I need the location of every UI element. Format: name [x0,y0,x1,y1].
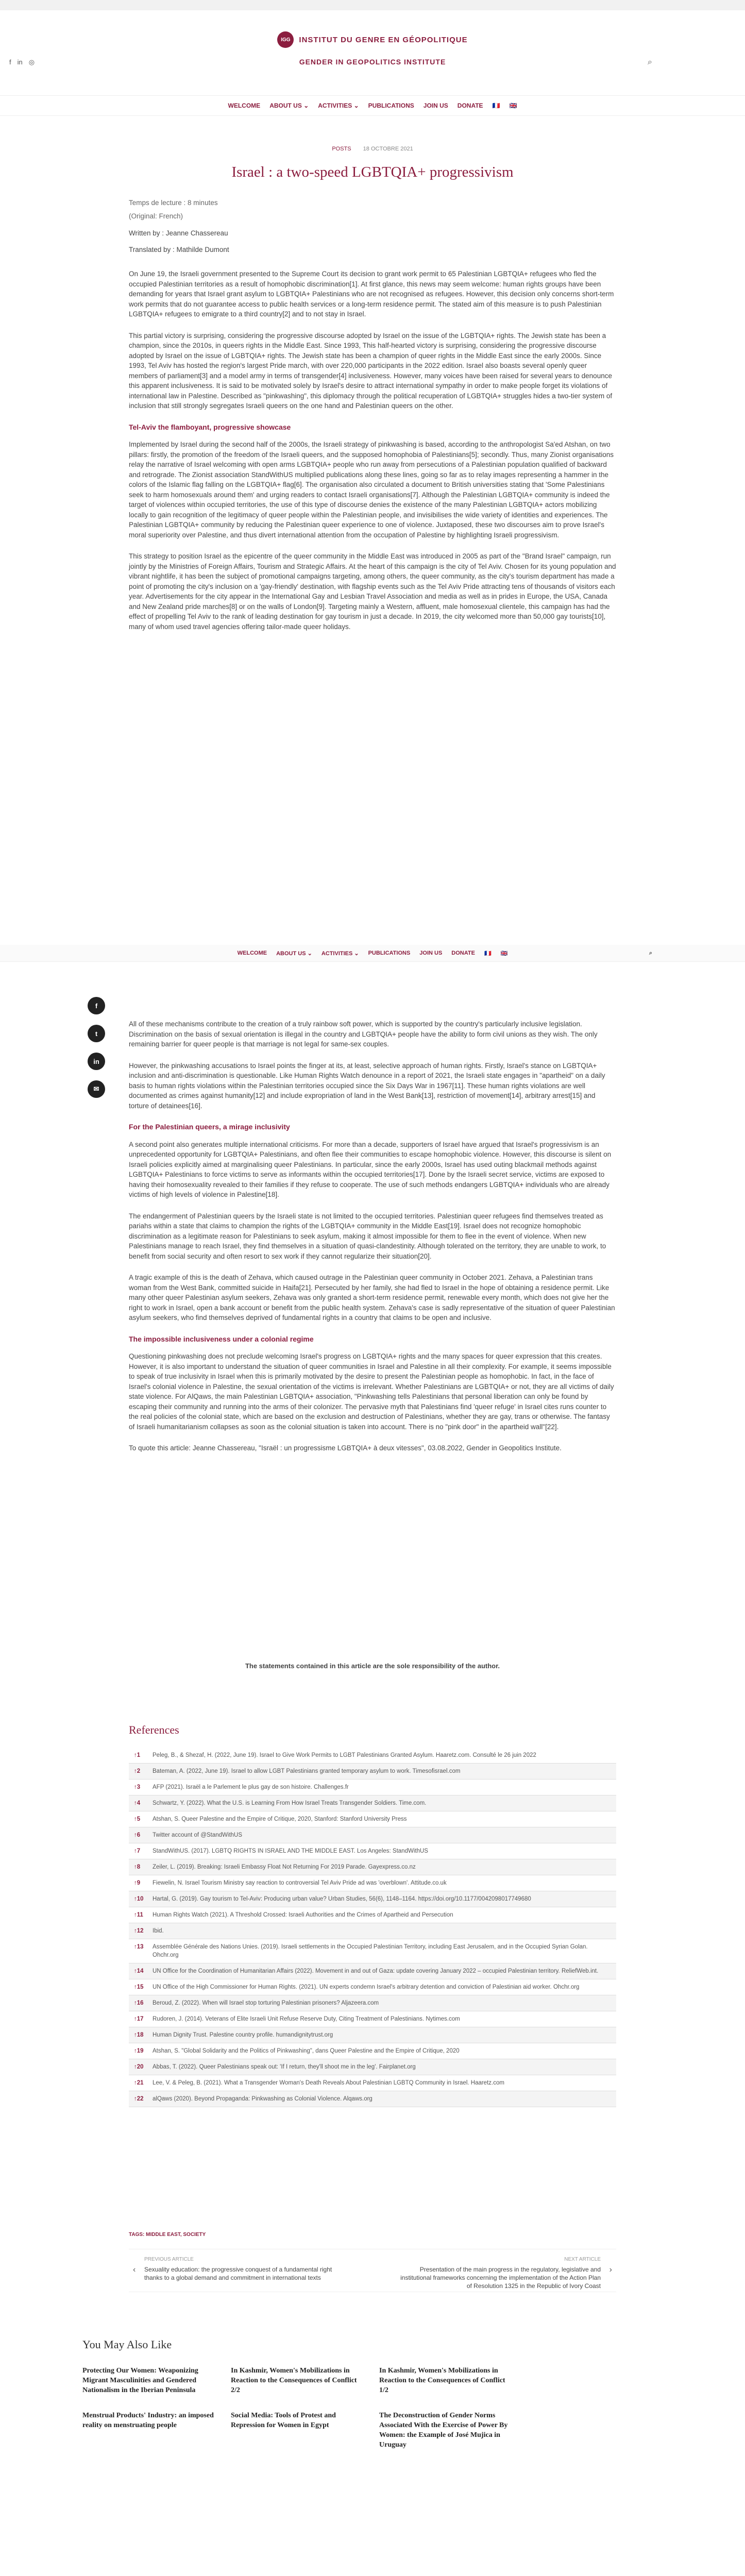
reference-item[interactable] [129,1963,616,1979]
reference-text: StandWithUS. (2017). LGBTQ RIGHTS IN ISRAEL AND THE MIDDLE EAST. Los Angeles: StandWithUS [153,1848,428,1854]
post-date: 18 OCTOBRE 2021 [363,146,413,152]
original-language: (Original: French) [129,212,183,220]
next-article-link[interactable] [396,2256,612,2290]
post-meta [0,146,745,152]
reference-number: ↑17 [134,2016,144,2022]
nav-lang-en[interactable]: 🇬🇧 [500,950,508,957]
nav-lang-en[interactable]: 🇬🇧 [509,102,517,109]
reference-item[interactable] [129,1748,616,1764]
instagram-icon[interactable]: ◎ [28,58,35,66]
related-post[interactable]: In Kashmir, Women's Mobilizations in Reaction to the Consequences of Conflict 2/2 [231,2367,357,2394]
references-list [129,1748,616,2107]
paragraph: This strategy to position Israel as the epicentre of the queer community in the Middle East was introduced in 2005 as part of the "Brand Israel" campaign, run jointly by the Ministries of Foreign Affairs, Tourism and Strategic Affairs. At the heart of this campaign is the city of Tel Aviv. Chosen for its young population and vibrant nightlife, it has been the subject of promotional campaigns targeting, among others, the queer community, as the city's tourism department has made a point of promoting the city's inclusion on a 'gay-friendly' destination, with flagship events such as the Tel Aviv Pride attracting tens of thousands of visitors each year. Advertisements for the city appear in the International Gay and Lesbian Travel Association and media as well as in prides in Europe, the USA, Canada and New Zealand pride marches[8] or on the walls of London[9]. Targeting mainly a Western, affluent, male homosexual clientele, this campaign has had the effect of propelling Tel Aviv to the rank of leading destination for gay tourism in just a decade. In 2019, the city welcomed more than 50,000 gay tourists[10], many of whom used travel agencies offering tailor-made queer holidays. [129,552,616,631]
facebook-share-icon[interactable]: f [88,997,105,1014]
reference-number: ↑19 [134,2048,144,2054]
paragraph: On June 19, the Israeli government presented to the Supreme Court its decision to grant work permit to 65 Palestinian LGBTQIA+ refugees who fled the occupied Palestinian territories as a result of homophobic discrimination[1]. At first glance, this news may seem welcome: human rights groups have been demanding for years that Israel grant asylum to LGBTQIA+ Palestinians who are not recognised as refugees. However, this decision only concerns short-term work permits that do not guarantee access to public health services or a long-term residence permit. The stated aim of this measure is to push Palestinian LGBTQIA+ refugees to emigrate to a third country[2] and to not stay in Israel. [129,270,614,318]
related-post[interactable] [528,2366,663,2395]
reference-text: Human Rights Watch (2021). A Threshold Crossed: Israeli Authorities and the Crimes of Apartheid and Persecution [153,1912,453,1918]
reference-number: ↑22 [134,2096,144,2102]
paragraph: This partial victory is surprising, considering the progressive discourse adopted by Israel on the issue of the LGBTQIA+ rights. The Jewish state has been a champion, since the 2010s, in queers rights in the Middle East. Since 1993, This half-hearted victory is surprising, considering the progressive discourse adopted by Israel on the issue of LGBTQIA+ rights. The Jewish state has been a champion of queer rights in the Middle East since the early 2000s. Since 1993, Tel Aviv has hosted the region's largest Pride march, with over 220,000 participants in the 2022 edition. Israel also boasts several openly queer members of parliament[3] and a model army in terms of transgender[4] inclusiveness. However, many voices have been raised for several years to denounce this apparent inclusiveness. It is said to be motivated solely by Israel's desire to attract international sympathy in order to make people forget its violations of international law in Palestine. Described as "pinkwashing", this diplomacy through the political recuperation of LGBTQIA+ struggles hides a two-tier system of inclusion that still strongly segregates Israeli queers on the one hand and Palestinian queers on the other. [129,331,613,410]
logo-subtitle: GENDER IN GEOPOLITICS INSTITUTE [299,58,446,66]
nav-donate[interactable]: DONATE [451,950,475,956]
reference-item[interactable] [129,2027,616,2043]
reference-number: ↑16 [134,2000,144,2006]
related-post[interactable]: Protecting Our Women: Weaponizing Migrant Masculinities and Gendered Nationalism in the Iberian Peninsula [82,2367,198,2394]
reference-number: ↑6 [134,1832,141,1838]
nav-welcome[interactable]: WELCOME [228,102,261,109]
section-heading: For the Palestinian queers, a mirage inclusivity [129,1123,290,1131]
post-navigation [129,2249,616,2292]
reference-item[interactable] [129,1923,616,1939]
nav-donate[interactable]: DONATE [457,102,483,109]
reference-number: ↑12 [134,1928,144,1934]
related-posts [82,2366,663,2450]
reference-item[interactable] [129,1811,616,1827]
reference-text: Peleg, B., & Shezaf, H. (2022, June 19). Israel to Give Work Permits to LGBT Palestinians Granted Asylum. Haaretz.com. Consulté le 26 juin 2022 [153,1752,536,1758]
reference-number: ↑21 [134,2080,144,2086]
reference-text: AFP (2021). Israël a le Parlement le plus gay de son histoire. Challenges.fr [153,1784,349,1790]
next-article-label: NEXT ARTICLE [564,2257,601,2262]
chevron-left-icon: ‹ [133,2265,136,2274]
share-bar [88,997,105,1098]
article-body-bottom [129,1019,616,1461]
reference-number: ↑3 [134,1784,141,1790]
reference-item[interactable] [129,1795,616,1811]
facebook-icon[interactable]: f [9,58,11,66]
reference-item[interactable] [129,2043,616,2059]
reference-item[interactable] [129,1764,616,1780]
paragraph: A second point also generates multiple international criticisms. For more than a decade, supporters of Israel have argued that Israel's progressivism is an unprecedented opportunity for LGBTQIA+ Palestinians, and often flee their communities to escape homophobic violence. However, this discourse is silent on Israeli policies explicitly aimed at marginalising queer Palestinians. In particular, since the early 2000s, Israel has used outing blackmail methods against LGBTQIA+ Palestinians to force victims to serve as informants within the occupied territories[17]. Done by the Israeli secret service, victims are exposed to having their homosexuality revealed to their families if they refuse to cooperate. The use of such methods endangers LGBTQIA+ individuals who are already victims of high levels of violence in Palestine[18]. [129,1140,612,1198]
nav-welcome[interactable]: WELCOME [237,950,267,956]
author-line: Written by : Jeanne Chassereau [129,229,228,237]
reference-text: Atshan, S. Queer Palestine and the Empire of Critique, 2020, Stanford: Stanford University Press [153,1816,407,1822]
related-post[interactable]: In Kashmir, Women's Mobilizations in Reaction to the Consequences of Conflict 1/2 [379,2367,505,2394]
reference-text: Zeiler, L. (2019). Breaking: Israeli Embassy Float Not Returning For 2019 Parade. Gayexpress.co.nz [153,1864,416,1870]
chevron-right-icon: › [609,2265,612,2274]
nav-lang-fr[interactable]: 🇫🇷 [484,950,492,957]
related-post[interactable]: Social Media: Tools of Protest and Repression for Women in Egypt [231,2412,336,2429]
reading-time: Temps de lecture : 8 minutes [129,199,218,207]
reference-number: ↑8 [134,1864,141,1870]
reference-text: Schwartz, Y. (2022). What the U.S. is Learning From How Israel Treats Transgender Soldiers. Time.com. [153,1800,427,1806]
reference-text: Abbas, T. (2022). Queer Palestinians speak out: 'If I return, they'll shoot me in the leg'. Fairplanet.org [153,2064,416,2070]
reference-number: ↑18 [134,2032,144,2038]
reference-text: UN Office of the High Commissioner for Human Rights. (2021). UN experts condemn Israel's arbitrary detention and conviction of Palestinian aid worker. Ohchr.org [153,1984,580,1990]
sticky-nav [0,945,745,962]
paragraph: The endangerment of Palestinian queers by the Israeli state is not limited to the occupied territories. Palestinian queer refugees find themselves treated as pariahs within a state that claims to champion the rights of the LGBTQIA+ community in the Middle East[19]. Israel does not recognize homophobic discrimination as a legitimate reason for Palestinians to seek asylum, making it almost impossible for them to flee in the event of violence. When new Palestinians manage to reach Israel, they find themselves in a situation of quasi-clandestinity. Although tolerated on the territory, they are unable to work, to benefit from social security and often resort to sex work if they cannot regularize their situation[20]. [129,1212,606,1260]
linkedin-share-icon[interactable]: in [88,1053,105,1070]
paragraph: Implemented by Israel during the second half of the 2000s, the Israeli strategy of pinkwashing is based, according to the anthropologist Sa'ed Atshan, on two pillars: firstly, the promotion of the freedom of the Israeli queers, and the supposed homophobia of Palestinians[5]; secondly. Thus, many Zionist organisations relay the narrative of Israel welcoming with open arms LGBTQIA+ people who run away from persecutions of a Palestinian population qualified of backward and retrograde. The Zionist association StandWithUS multiplied publications along these lines, going so far as to relay images representing a hammer in the colors of the Islamic flag falling on the LGBTQIA+ flag[6]. The organisation also circulated a document to British universities stating that 'Some Palestinians seek to harm homosexuals around them' and urging readers to contact Israeli organisations[7]. Although the Palestinian LGBTQIA+ community is indeed the target of violences within occupied territories, the use of this type of discourse denies the existence of the many Palestinian LGBTQIA+ actors mobilizing locally to gain recognition of the legitimacy of queer people within the Palestinian people, and invisibilises the wide variety of identities and experiences. The Palestinian LGBTQIA+ community by reducing the Palestinian queer experience to one of violence. Juxtaposed, these two discourses aim to prove Israel's moral superiority over Palestine, and thus divert international attention from the occupation of Palestine by highlighting Israeli progressivism. [129,440,614,539]
related-title: You May Also Like [82,2338,172,2351]
messenger-share-icon[interactable]: ✉ [88,1080,105,1098]
reference-text: Rudoren, J. (2014). Veterans of Elite Israeli Unit Refuse Reserve Duty, Citing Treatment of Palestinians. Nytimes.com [153,2016,460,2022]
reference-item[interactable] [129,1875,616,1891]
reference-number: ↑15 [134,1984,144,1990]
header-social-links [9,58,35,66]
reference-item[interactable] [129,2075,616,2091]
reference-number: ↑5 [134,1816,141,1822]
reference-item[interactable] [129,1939,616,1963]
nav-about-us[interactable]: ABOUT US ⌄ [269,102,309,109]
reference-text: Human Dignity Trust. Palestine country profile. humandignitytrust.org [153,2032,333,2038]
reference-number: ↑2 [134,1768,141,1774]
reference-text: Hartal, G. (2019). Gay tourism to Tel-Aviv: Producing urban value? Urban Studies, 56(6), 1148–1164. https://doi.org/10.1177/0042098017749680 [153,1896,531,1902]
next-article-title: Presentation of the main progress in the regulatory, legislative and institutional frameworks concerning the implementation of the Action Plan of Resolution 1325 in the Republic of Ivory Coast [400,2266,601,2290]
reference-item[interactable] [129,1780,616,1795]
reference-text: Ibid. [153,1928,164,1934]
reference-text: Fiewelin, N. Israel Tourism Ministry say reaction to controversial Tel Aviv Pride ad was 'overblown'. Attitude.co.uk [153,1880,447,1886]
article-body-top [129,198,616,639]
site-logo[interactable] [258,30,487,49]
translator-line: Translated by : Mathilde Dumont [129,245,229,253]
reference-text: Bateman, A. (2022, June 19). Israel to allow LGBT Palestinians granted temporary asylum to work. Timesofisrael.com [153,1768,461,1774]
reference-item[interactable] [129,1995,616,2011]
reference-number: ↑14 [134,1968,144,1974]
reference-text: Lee, V. & Peleg, B. (2021). What a Transgender Woman's Death Reveals About Palestinian LGBTQ Community in Israel. Haaretz.com [153,2080,504,2086]
reference-item[interactable] [129,2091,616,2107]
reference-number: ↑9 [134,1880,141,1886]
paragraph: Questioning pinkwashing does not preclude welcoming Israel's progress on LGBTQIA+ rights and the many spaces for queer expression that this creates. However, it is also important to understand the situation of queer communities in Israel and Palestine in all their complexity. For example, it seems impossible to speak of true inclusivity in Israel when this is primarily motivated by the desire to present the Palestinian people as homophobic. In fact, in the face of Israel's colonial violence in Palestine, the sexual orientation of the victims is irrelevant. Whether Palestinians are LGBTQIA+ or not, they are all victims of daily state violence. For AlQaws, the main Palestinian LGBTQIA+ association, "Pinkwashing tells Palestinians that personal liberation can only be found by escaping their community and running into the arms of their colonizer. The pervasive myth that Palestinians find 'queer refuge' in Israel cites runs counter to the real policies of the colonial state, which are based on the exclusion and destruction of Palestinians, whether they are gay, trans or otherwise. The fantasy of Israeli humanitarianism collapses as soon as the colonial situation is taken into account. There is no "pink door" in the apartheid wall"[22]. [129,1352,614,1431]
previous-article-label: PREVIOUS ARTICLE [144,2257,194,2262]
paragraph: All of these mechanisms contribute to the creation of a truly rainbow soft power, which is supported by the country's particularly inclusive legislation. Discrimination on the basis of sexual orientation is illegal in the country and LGBTQIA+ people have the ability to form civil unions as they wish. The only remaining barrier for queer people is that marriage is not legal for same-sex couples. [129,1020,598,1048]
search-icon[interactable]: ⌕ [649,950,652,956]
paragraph: However, the pinkwashing accusations to Israel points the finger at its, at least, selective approach of human rights. Firstly, Israel's stance on LGBTQIA+ inclusion and anti-discrimination is questionable. Like Human Rights Watch denounce in a report of 2021, the Israeli state engages in "apartheid" on a daily basis to human rights violations within the Palestinian territories occupied since the Six Days War in 1967[11]. These human rights violations are well documented as crimes against humanity[12] and include expropriation of land in the West Bank[13], restriction of movement[14], arbitrary arrest[15] and torture of detainees[16]. [129,1061,605,1110]
reference-item[interactable] [129,1843,616,1859]
reference-text: alQaws (2020). Beyond Propaganda: Pinkwashing as Colonial Violence. Alqaws.org [153,2096,372,2102]
related-post[interactable]: Menstrual Products' Industry: an imposed reality on menstruating people [82,2412,214,2429]
reference-item[interactable] [129,1891,616,1907]
top-bar [0,0,745,10]
nav-about-us[interactable]: ABOUT US ⌄ [276,950,312,957]
reference-item[interactable] [129,2011,616,2027]
site-header [0,10,745,82]
previous-article-link[interactable] [133,2256,349,2282]
nav-join-us[interactable]: JOIN US [423,102,448,109]
search-icon[interactable]: ⌕ [648,58,652,66]
section-heading: The impossible inclusiveness under a colonial regime [129,1334,314,1343]
nav-join-us[interactable]: JOIN US [419,950,443,956]
nav-activities[interactable]: ACTIVITIES ⌄ [321,950,359,957]
twitter-share-icon[interactable]: t [88,1025,105,1042]
linkedin-icon[interactable]: in [17,58,23,66]
reference-number: ↑13 [134,1944,144,1950]
reference-item[interactable] [129,2059,616,2075]
reference-number: ↑11 [134,1912,143,1918]
reference-number: ↑1 [134,1752,141,1758]
post-tags[interactable]: TAGS: MIDDLE EAST, SOCIETY [129,2232,206,2238]
reference-number: ↑7 [134,1848,141,1854]
reference-item[interactable] [129,1979,616,1995]
reference-number: ↑10 [134,1896,144,1902]
reference-text: UN Office for the Coordination of Humanitarian Affairs (2022). Movement in and out of Gaza: update covering January 2022 – occupied Palestinian territory. ReliefWeb.int. [153,1968,599,1974]
paragraph: A tragic example of this is the death of Zehava, which caused outrage in the Palestinian queer community in October 2021. Zehava, a Palestinian trans woman from the West Bank, committed suicide in Haifa[21]. Persecuted by her family, she had fled to Israel in the hope of obtaining a residence permit. Like many other queer Palestinian asylum seekers, Zehava was only granted a short-term residence permit, renewable every month, which does not give her the right to work in Israel, open a bank account or benefit from the public health system. Zehava's case is sadly representative of the situation of queer Palestinian asylum seekers, who find themselves deprived of fundamental rights in a country that claims to be open and inclusive. [129,1274,615,1321]
related-post[interactable] [528,2411,663,2450]
reference-number: ↑4 [134,1800,141,1806]
reference-text: Twitter account of @StandWithUS [153,1832,243,1838]
reference-number: ↑20 [134,2064,144,2070]
reference-text: Beroud, Z. (2022). When will Israel stop torturing Palestinian prisoners? Aljazeera.com [153,2000,379,2006]
reference-item[interactable] [129,1827,616,1843]
page-title: Israel : a two-speed LGBTQIA+ progressivism [231,164,514,180]
section-heading: Tel-Aviv the flamboyant, progressive showcase [129,422,291,431]
citation: To quote this article: Jeanne Chassereau, "Israël : un progressisme LGBTQIA+ à deux vitesses", 03.08.2022, Gender in Geopolitics Institute. [129,1444,562,1452]
related-post[interactable]: The Deconstruction of Gender Norms Associated With the Exercise of Power By Women: the Example of José Mujica in Uruguay [379,2412,508,2449]
nav-lang-fr[interactable]: 🇫🇷 [492,102,500,109]
reference-item[interactable] [129,1859,616,1875]
author-disclaimer: The statements contained in this article are the sole responsibility of the author. [245,1662,500,1670]
reference-text: Atshan, S. "Global Solidarity and the Politics of Pinkwashing", dans Queer Palestine and the Empire of Critique, 2020 [153,2048,460,2054]
logo-text: INSTITUT DU GENRE EN GÉOPOLITIQUE [299,35,468,44]
main-nav [0,95,745,116]
nav-publications[interactable]: PUBLICATIONS [368,102,414,109]
nav-publications[interactable]: PUBLICATIONS [368,950,411,956]
reference-text: Assemblée Générale des Nations Unies. (2019). Israeli settlements in the Occupied Palestinian Territory, including East Jerusalem, and in the Occupied Syrian Golan. Ohchr.org [153,1944,588,1958]
references-title: References [129,1723,179,1736]
nav-activities[interactable]: ACTIVITIES ⌄ [318,102,359,109]
previous-article-title: Sexuality education: the progressive conquest of a fundamental right thanks to a global demand and commitment in international texts [144,2266,332,2281]
reference-item[interactable] [129,1907,616,1923]
post-category[interactable]: POSTS [332,146,351,152]
logo-mark: IGG [277,31,294,48]
